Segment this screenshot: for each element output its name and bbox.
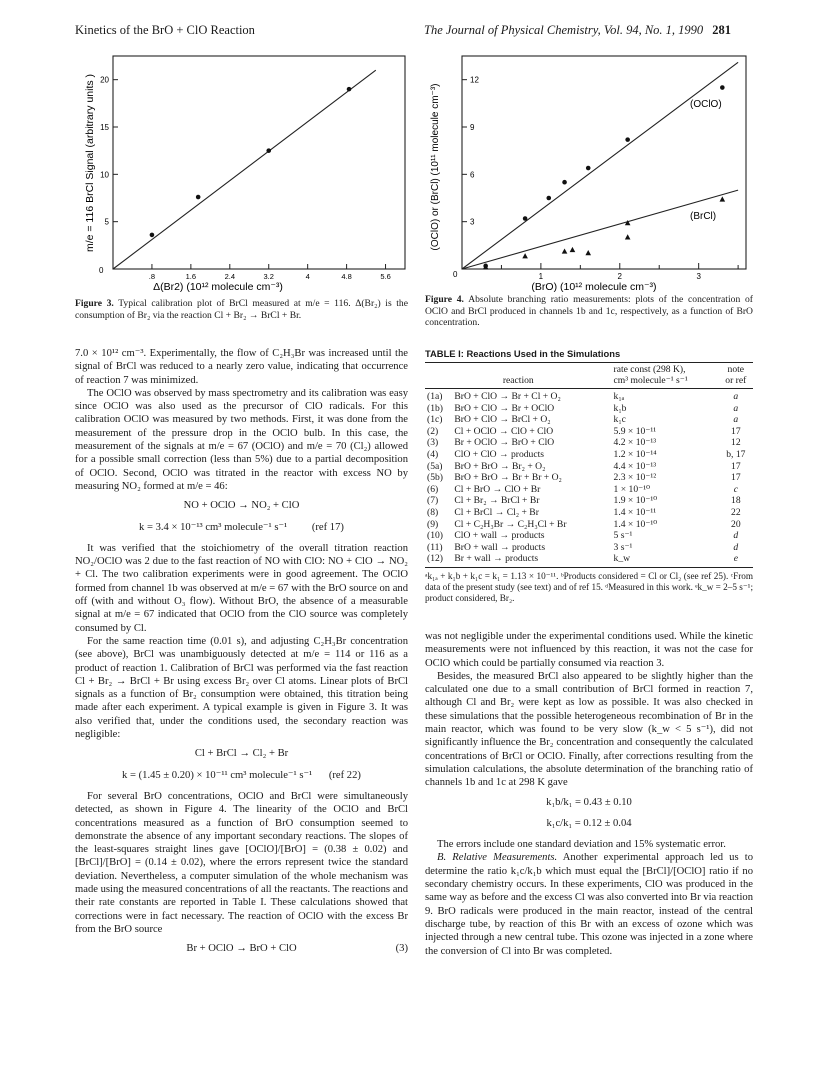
figure-4-caption-text: Absolute branching ratio measurements: plots of the concentration of OClO and BrCl produced in channels 1b and 1c, respectively, as a function of BrO concentration.	[425, 294, 753, 329]
reaction-number: (5a)	[427, 460, 443, 472]
figure-4-chart	[424, 45, 750, 295]
table-row	[425, 530, 753, 542]
paragraph: For the same reaction time (0.01 s), and adjusting C₂H₃Br concentration (see above), BrCl was unambiguously detected at m/e = 114 or 116 as a product of reaction 1. Calibration of BrCl was performed via the fast reaction Cl + Br₂ → BrCl + Br using excess Br₂ over Cl atoms. Linear plots of BrCl signals as a function of Br₂ consumption were obtained, this titration being made after each experiment. A typical example is given in Figure 3. It was also verified that, under the conditions used, the secondary reaction was negligible:	[75, 635, 408, 741]
reaction-number: (1c)	[427, 414, 443, 426]
reaction-equation: ClO + ClO → products	[454, 448, 544, 460]
rate-constant: 4.4 × 10⁻¹³	[613, 460, 657, 472]
reference: (ref 17)	[311, 521, 344, 533]
figure-3-origin-label: 0	[99, 266, 104, 275]
note-or-ref: d	[733, 541, 739, 553]
reactions-table	[425, 362, 753, 568]
note-or-ref: b, 17	[726, 448, 746, 460]
rate-constant: k₁b	[613, 402, 627, 414]
running-header-right	[424, 23, 731, 38]
rate-constant: 5.9 × 10⁻¹¹	[613, 425, 657, 437]
rate-constant: 1 × 10⁻¹⁰	[613, 483, 650, 495]
table-row	[425, 495, 753, 507]
y-tick-label: 10	[100, 170, 109, 180]
paragraph: For several BrO concentrations, OClO and BrCl were simultaneously detected, as shown in Figure 4. The linearity of the OClO and BrCl concentrations measured as a function of BrO consumption seemed to demonstrate the absence of any important secondary reactions. The slopes of the least-squares straight lines gave [OClO]/[BrO] = (0.38 ± 0.02) and [BrCl]/[BrO] = (0.14 ± 0.02), where the errors represent twice the standard deviation. Nevertheless, a computer simulation of the whole mechanism was made using the measured concentrations of all the reactants. The reactions and their rate constants are reported in Table I. These calculations showed that corrections were in fact necessary. The reaction of OClO with the excess Br from the BrO source	[75, 790, 408, 935]
reaction-number: (4)	[427, 448, 439, 460]
reaction-number: (1a)	[427, 391, 443, 402]
journal-citation: The Journal of Physical Chemistry, Vol. 94, No. 1, 1990	[424, 23, 704, 37]
rate-constant: k_w	[612, 553, 719, 567]
y-tick-label: 3	[470, 217, 475, 227]
reaction-equation: Cl + OClO → ClO + ClO	[454, 425, 554, 437]
oclo-data-point	[562, 180, 567, 185]
reaction-equation: BrO + BrO → Br + Br + O₂	[454, 472, 562, 484]
y-tick-label: 9	[470, 123, 475, 132]
note-or-ref: 17	[731, 425, 741, 437]
figure-4-y-axis-label: (OClO) or (BrCl) (10¹¹ molecule cm⁻³)	[430, 83, 441, 251]
reaction-equation: Cl + Br₂ → BrCl + Br	[454, 495, 540, 507]
table-row	[425, 472, 753, 484]
column-header-units: cm³ molecule⁻¹ s⁻¹	[613, 374, 688, 386]
reference: (ref 22)	[328, 769, 361, 781]
brcl-data-point	[562, 248, 568, 253]
rate-constant: k = 3.4 × 10⁻¹³ cm³ molecule⁻¹ s⁻¹	[139, 521, 288, 533]
note-or-ref: d	[733, 530, 739, 542]
reaction-equation: ClO + wall → products	[454, 530, 545, 542]
x-tick-label: 2.4	[224, 272, 236, 281]
table-1-title: TABLE I: Reactions Used in the Simulations	[425, 348, 621, 359]
equation-cl-brcl-rate	[75, 769, 408, 782]
paragraph: The errors include one standard deviation and 15% systematic error.	[437, 839, 726, 851]
brcl-data-point	[625, 234, 631, 239]
reaction-number: (7)	[427, 495, 439, 507]
reaction-number: (12)	[425, 553, 452, 567]
rate-constant: 5 s⁻¹	[613, 530, 633, 542]
right-column-text	[425, 630, 753, 958]
y-tick-label: 15	[100, 123, 109, 132]
reaction-equation: Br + OClO → BrO + ClO	[454, 437, 555, 449]
note-or-ref: 12	[731, 437, 741, 449]
figure-3-y-axis-label: m/e = 116 BrCl Signal (arbitrary units )	[84, 73, 96, 253]
rate-constant: 4.2 × 10⁻¹³	[613, 437, 657, 449]
reaction-equation: Cl + C₂H₃Br → C₂H₃Cl + Br	[454, 518, 567, 530]
note-or-ref: 22	[731, 506, 741, 518]
note-or-ref: a	[733, 402, 739, 414]
brcl-data-point	[585, 250, 591, 255]
rate-constant: 1.2 × 10⁻¹⁴	[613, 448, 657, 460]
equation-no-oclo-rate	[75, 521, 408, 534]
section-heading: B. Relative Measurements.	[437, 852, 558, 864]
x-tick-label: 3	[696, 272, 701, 281]
brcl-data-point	[720, 196, 726, 201]
figure-4-origin-label: 0	[453, 270, 458, 279]
figure-3-x-axis-label: Δ(Br2) (10¹² molecule cm⁻³)	[153, 281, 283, 293]
equation-cl-brcl: Cl + BrCl → Cl₂ + Br	[194, 748, 289, 760]
x-tick-label: .8	[148, 272, 156, 281]
oclo-data-point	[546, 196, 551, 201]
reaction-equation: BrO + ClO → Br + Cl + O₂	[454, 391, 561, 402]
rate-constant: k₁ₐ	[613, 391, 625, 402]
note-or-ref: e	[719, 553, 753, 567]
note-or-ref: 17	[731, 472, 741, 484]
rate-constant: 1.4 × 10⁻¹⁰	[613, 518, 658, 530]
data-point	[150, 233, 155, 238]
y-tick-label: 12	[470, 75, 479, 85]
x-tick-label: 4	[305, 272, 310, 281]
table-row	[425, 553, 753, 567]
reaction-equation: BrO + ClO → BrCl + O₂	[454, 414, 551, 426]
reaction-number: (1b)	[427, 402, 443, 414]
paragraph: It was verified that the stoichiometry of the overall titration reaction NO₂/OClO was 2 due to the fast reaction of NO with ClO: NO + ClO → NO₂ + Cl. The two calibration experiments were in good agreement. The OClO formed from channel 1b was observed at m/e = 67 with the BrO source on and off (with and without O₃ flow). Without BrO, the absence of a measurable signal at m/e = 67 indicated that OClO from the ClO source was completely consumed by Cl.	[75, 542, 408, 634]
paragraph: Besides, the measured BrCl also appeared to be slightly higher than the calculated one due to a small contribution of BrCl formed in reaction 7, although Cl and Br₂ were kept as low as possible. It was also checked in these simulations that the possible heterogeneous recombination of Br in the main reactor, which was found to be very slow (k_w < 5 s⁻¹), did not significantly influence the Br₂ concentration and consequently the calculated concentrations of BrCl or OClO. Finally, after corrections resulting from the simulation calculations, the absolute determination of the branching ratio of channels 1b and 1c at 298 K gave	[425, 670, 753, 789]
table-row	[425, 414, 753, 426]
reaction-number: (9)	[427, 518, 439, 530]
reaction-number: (3)	[427, 437, 439, 449]
table-row	[425, 542, 753, 554]
note-or-ref: 18	[731, 495, 741, 507]
figure-4-caption-label: Figure 4.	[425, 294, 464, 305]
reaction-number: (10)	[427, 530, 443, 542]
oclo-data-point	[625, 137, 630, 142]
figure-4-x-axis-label: (BrO) (10¹² molecule cm⁻³)	[531, 281, 657, 293]
table-1-footnote: ᵃk₁ₐ + k₁b + k₁c = k₁ = 1.13 × 10⁻¹¹. ᵇProducts considered = Cl or Cl₂ (see ref 25). ᶜFrom data of the present study (see text) and of ref 15. ᵈMeasured in this work. ᵉk_w = 2–5 s⁻¹; product considered, Br₂.	[425, 570, 753, 604]
table-row	[425, 389, 753, 403]
equation-branching-1c: k₁c/k₁ = 0.12 ± 0.04	[546, 817, 632, 829]
page-number: 281	[712, 23, 732, 37]
reaction-equation: BrO + BrO → Br₂ + O₂	[454, 460, 546, 472]
table-row	[425, 519, 753, 531]
figure-4-brcl-series-label: (BrCl)	[690, 211, 717, 222]
equation-branching-1b: k₁b/k₁ = 0.43 ± 0.10	[546, 796, 632, 808]
reaction-equation: Cl + BrO → ClO + Br	[454, 483, 541, 495]
figure-4-oclo-series-label: (OClO)	[690, 99, 722, 110]
data-point	[196, 195, 201, 200]
reaction-equation: BrO + ClO → Br + OClO	[454, 402, 555, 414]
table-row	[425, 449, 753, 461]
oclo-data-point	[720, 85, 725, 90]
equation-no-oclo: NO + OClO → NO₂ + ClO	[183, 500, 300, 512]
figure-3-fit-line	[113, 70, 376, 269]
rate-constant: 1.9 × 10⁻¹⁰	[613, 495, 658, 507]
column-header-ref: or ref	[725, 374, 747, 386]
reaction-number: (6)	[427, 483, 439, 495]
brcl-data-point	[570, 247, 576, 252]
rate-constant: k = (1.45 ± 0.20) × 10⁻¹¹ cm³ molecule⁻¹ s⁻¹	[122, 769, 313, 781]
equation-3-number: (3)	[395, 943, 408, 955]
y-tick-label: 20	[100, 75, 109, 85]
reaction-equation: Br + wall → products	[452, 553, 611, 567]
equation-3	[75, 942, 408, 955]
reaction-number: (11)	[427, 541, 443, 553]
note-or-ref: a	[733, 414, 739, 426]
paragraph: 7.0 × 10¹² cm⁻³. Experimentally, the flow of C₂H₃Br was increased until the signal of BrCl was reduced to a nearly zero value, indicating that occurrence of reaction 7 was minimized.	[75, 348, 408, 386]
left-column-text	[75, 347, 408, 963]
x-tick-label: 1	[538, 272, 544, 281]
rate-constant: 1.4 × 10⁻¹¹	[613, 506, 657, 518]
figure-3-caption-label: Figure 3.	[75, 298, 114, 309]
paragraph	[425, 851, 753, 957]
table-1	[425, 348, 753, 605]
data-point	[266, 148, 271, 153]
y-tick-label: 6	[470, 170, 475, 180]
x-tick-label: 3.2	[263, 272, 274, 281]
figure-4-caption	[425, 294, 753, 329]
rate-constant: 3 s⁻¹	[613, 541, 633, 553]
note-or-ref: 17	[731, 460, 741, 472]
table-row	[425, 507, 753, 519]
x-tick-label: 4.8	[341, 272, 352, 281]
paragraph: The OClO was observed by mass spectrometry and its calibration was easy since OClO was also used as the precursor of ClO radicals. For this calibration OClO was measured by two methods. First, it was done from the measurement of the pressure drop in the OClO bulb. In this case, the measurement of the signals at m/e = 67 (OClO) and m/e = 70 (Cl₂) allowed for a possible small correction (less than 5%) due to a partial decomposition of OClO. Second, OClO was titrated in the reactor with excess NO by measuring NO₂ formed at m/e = 46:	[75, 387, 408, 492]
figure-3-plot-frame	[113, 56, 405, 269]
table-row	[425, 403, 753, 415]
rate-constant: k₁c	[613, 414, 626, 426]
column-header-note: note	[727, 364, 745, 375]
paragraph: was not negligible under the experimental conditions used. While the kinetic measurements were not influenced by this reaction, it was not the case for OClO which could be partially consumed via reaction 3.	[425, 631, 753, 669]
oclo-data-point	[586, 166, 591, 171]
note-or-ref: a	[733, 391, 739, 402]
x-tick-label: 2	[617, 272, 623, 281]
column-header-reaction: reaction	[502, 374, 534, 386]
oclo-data-point	[523, 216, 528, 221]
reaction-number: (2)	[427, 425, 439, 437]
column-header-rate: rate const (298 K),	[613, 364, 686, 375]
reaction-number: (5b)	[427, 472, 443, 484]
table-row	[425, 461, 753, 473]
reaction-equation: Cl + BrCl → Cl₂ + Br	[454, 506, 539, 518]
y-tick-label: 5	[104, 217, 109, 227]
rate-constant: 2.3 × 10⁻¹²	[613, 472, 657, 484]
data-point	[347, 87, 352, 92]
note-or-ref: 20	[731, 518, 741, 530]
table-row	[425, 484, 753, 496]
figure-3-caption-text: Typical calibration plot of BrCl measured at m/e = 116. Δ(Br₂) is the consumption of Br₂ via the reaction Cl + Br₂ → BrCl + Br.	[75, 298, 408, 321]
figure-3-chart	[70, 45, 410, 295]
reaction-number: (8)	[427, 506, 439, 518]
x-tick-label: 1.6	[185, 272, 197, 281]
paragraph-text: Another experimental approach led us to determine the ratio k₁c/k₁b which must equal the [BrCl]/[OClO] ratio if no secondary chemistry occurs. In these experiments, ClO was produced in the same way as before and the excess Cl was also converted into Br via reaction 9. BrO radicals were produced in the main reactor, instead of the central discharge tube, by reaction of this Br with an excess of ozone which was injected through a new central tube. This ozone was injected in a zone where the conversion of Cl into Br was completed.	[425, 852, 753, 957]
brcl-data-point	[522, 253, 528, 258]
figure-4-brcl-fit-line	[462, 190, 738, 269]
note-or-ref: c	[733, 483, 738, 495]
figure-3-caption	[75, 298, 408, 321]
figure-4-oclo-fit-line	[462, 62, 738, 269]
table-row	[425, 437, 753, 449]
equation-3-text: Br + OClO → BrO + ClO	[186, 943, 297, 955]
x-tick-label: 5.6	[380, 272, 391, 281]
reaction-equation: BrO + wall → products	[454, 541, 546, 553]
running-header-left: Kinetics of the BrO + ClO Reaction	[75, 23, 255, 37]
table-row	[425, 426, 753, 438]
